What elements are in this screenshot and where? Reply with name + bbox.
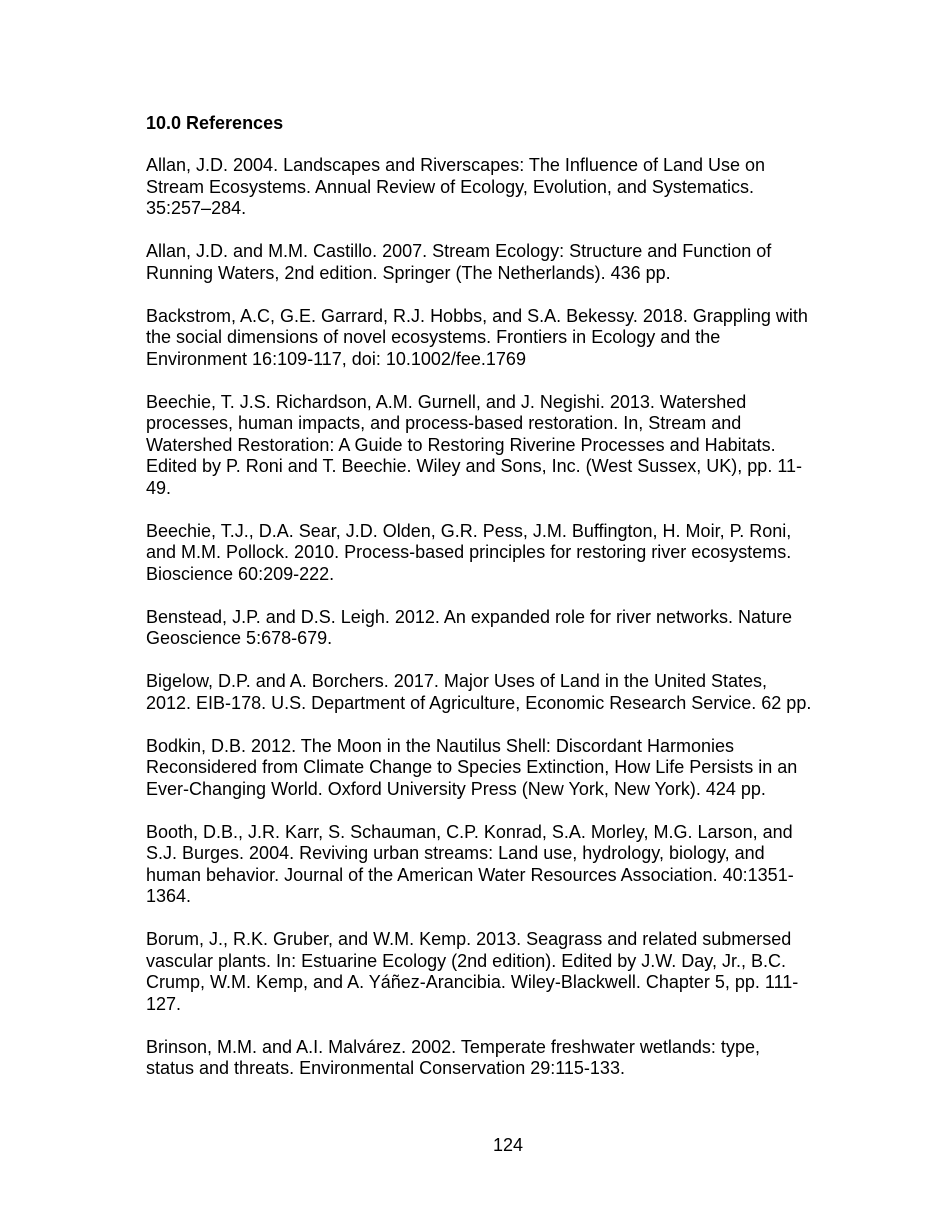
- reference-item: Beechie, T.J., D.A. Sear, J.D. Olden, G.R. Pess, J.M. Buffington, H. Moir, P. Roni, and M.M. Pollock. 2010. Process-based principles for restoring river ecosystems. Bioscience 60:209-222.: [146, 520, 792, 584]
- reference-item: Beechie, T. J.S. Richardson, A.M. Gurnell, and J. Negishi. 2013. Watershed processes, human impacts, and process-based restoration. In, Stream and Watershed Restoration: A Guide to Restoring Riverine Processes and Habitats. Edited by P. Roni and T. Beechie. Wiley and Sons, Inc. (West Sussex, UK), pp. 11- 49.: [146, 391, 802, 498]
- reference-item: Borum, J., R.K. Gruber, and W.M. Kemp. 2013. Seagrass and related submersed vascular plants. In: Estuarine Ecology (2nd edition). Edited by J.W. Day, Jr., B.C. Crump, W.M. Kemp, and A. Yáñez-Arancibia. Wiley-Blackwell. Chapter 5, pp. 111- 127.: [146, 929, 799, 1014]
- reference-item: Benstead, J.P. and D.S. Leigh. 2012. An expanded role for river networks. Nature Geoscience 5:678-679.: [146, 606, 793, 648]
- reference-item: Allan, J.D. and M.M. Castillo. 2007. Stream Ecology: Structure and Function of Running Waters, 2nd edition. Springer (The Netherlands). 436 pp.: [146, 241, 772, 283]
- page-number: 124: [492, 1135, 524, 1155]
- reference-item: Allan, J.D. 2004. Landscapes and Riverscapes: The Influence of Land Use on Stream Ecosystems. Annual Review of Ecology, Evolution, and Systematics. 35:257–284.: [146, 155, 766, 218]
- section-heading: 10.0 References: [146, 113, 284, 133]
- reference-item: Bodkin, D.B. 2012. The Moon in the Nautilus Shell: Discordant Harmonies Reconsidered from Climate Change to Species Extinction, How Life Persists in an Ever-Changing World. Oxford University Press (New York, New York). 424 pp.: [146, 735, 798, 799]
- reference-item: Bigelow, D.P. and A. Borchers. 2017. Major Uses of Land in the United States, 2012. EIB-178. U.S. Department of Agriculture, Economic Research Service. 62 pp.: [146, 671, 812, 713]
- reference-item: Brinson, M.M. and A.I. Malvárez. 2002. Temperate freshwater wetlands: type, status and threats. Environmental Conservation 29:115-133.: [146, 1036, 760, 1078]
- reference-item: Booth, D.B., J.R. Karr, S. Schauman, C.P. Konrad, S.A. Morley, M.G. Larson, and S.J. Burges. 2004. Reviving urban streams: Land use, hydrology, biology, and human behavior. Journal of the American Water Resources Association. 40:1351- 1364.: [146, 821, 794, 906]
- reference-item: Backstrom, A.C, G.E. Garrard, R.J. Hobbs, and S.A. Bekessy. 2018. Grappling with the social dimensions of novel ecosystems. Frontiers in Ecology and the Environment 16:109-117, doi: 10.1002/fee.1769: [146, 305, 808, 369]
- reference-list: [146, 155, 838, 1101]
